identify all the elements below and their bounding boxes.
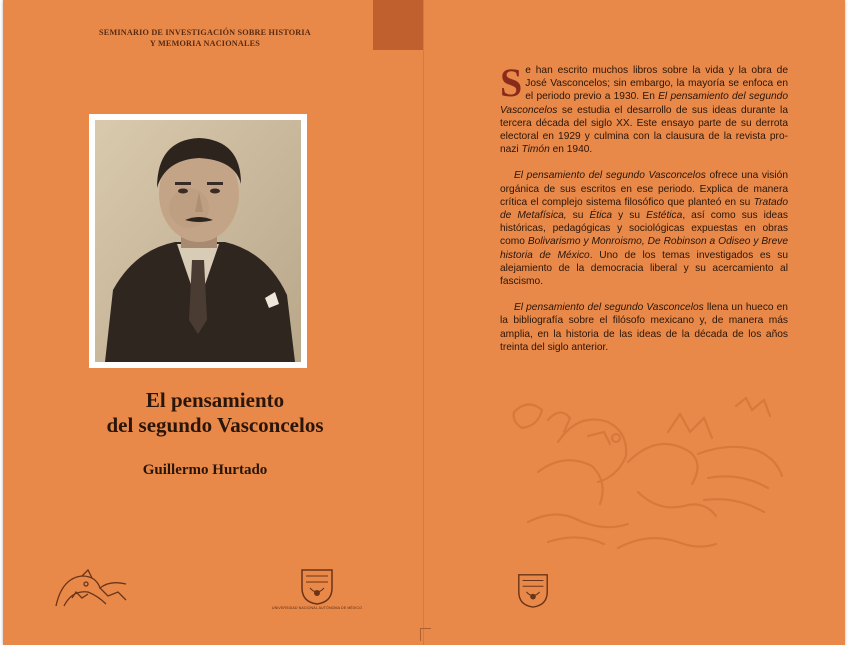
series-heading <box>90 27 320 49</box>
blurb-title-ref: Estética <box>646 210 683 222</box>
title-line-1: El pensamiento <box>145 388 285 412</box>
spine-fold <box>423 0 424 645</box>
unam-shield-icon <box>298 566 336 606</box>
blurb-paragraph-2 <box>500 169 788 288</box>
blurb-text: , así como sus ideas históricas, pedagógicas y sociológicas expuestas en obras como <box>500 210 788 248</box>
author-portrait <box>95 120 301 362</box>
blurb-text: llena un hueco en la bibliografía sobre el filósofo mexicano y, de manera más amplia, en la historia de las ideas de la década de los años treinta del siglo anterior. <box>500 302 788 353</box>
blurb-title-ref: Timón <box>521 144 550 156</box>
publisher-name: UNIVERSIDAD NACIONAL AUTÓNOMA DE MÉXICO <box>271 606 363 610</box>
blurb-text: . Uno de los temas investigados es su alejamiento de la democracia liberal y su acercamiento al fascismo. <box>500 249 788 288</box>
blurb-text: y su <box>612 210 647 222</box>
blurb-title-ref: Ética <box>589 210 613 222</box>
aztec-eagle-watermark-icon <box>508 392 790 562</box>
title-line-2: del segundo Vasconcelos <box>106 413 324 437</box>
series-line-2: Y MEMORIA NACIONALES <box>149 39 261 48</box>
blurb-text: ofrece una visión orgánica de sus escritos en ese periodo. Explica de manera crítica el complejo sistema filosófico que planteó en su <box>500 170 788 208</box>
unam-shield-back-icon <box>515 570 551 610</box>
blurb-paragraph-3 <box>500 301 788 354</box>
cover-blurb <box>500 60 788 367</box>
blurb-text: en 1940. <box>549 144 593 156</box>
blurb-title-ref: Bolivarismo y Monroismo, De Robinson a Odiseo y Breve historia de México <box>500 236 788 261</box>
series-line-1: SEMINARIO DE INVESTIGACIÓN SOBRE HISTORIA <box>99 28 311 37</box>
crop-mark <box>420 628 431 641</box>
blurb-title-ref: El pensamiento del segundo Vasconcelos <box>514 302 704 314</box>
author-name: Guillermo Hurtado <box>142 462 268 478</box>
blurb-text: su <box>566 210 590 222</box>
blurb-paragraph-1 <box>500 60 788 156</box>
author-portrait-frame <box>89 114 307 368</box>
color-tab <box>373 0 423 50</box>
aztec-eagle-glyph-icon <box>52 566 130 612</box>
blurb-title-ref: El pensamiento del segundo Vasconcelos <box>500 91 788 116</box>
book-title <box>60 388 370 438</box>
blurb-text: e han escrito muchos libros sobre la vida y la obra de José Vasconcelos; sin embargo, la mayoría se enfoca en el periodo previo a 1930. En <box>525 65 788 103</box>
blurb-title-ref: Tratado de Metafísica, <box>500 196 788 222</box>
blurb-text: se estudia el desarrollo de sus ideas durante la tercera década del siglo XX. Este ensayo parte de su derrota electoral en 1929 y culmina con la clausura de la revista pro-nazi <box>500 104 788 156</box>
blurb-title-ref: El pensamiento del segundo Vasconcelos <box>514 170 706 182</box>
drop-cap: S <box>500 60 523 105</box>
